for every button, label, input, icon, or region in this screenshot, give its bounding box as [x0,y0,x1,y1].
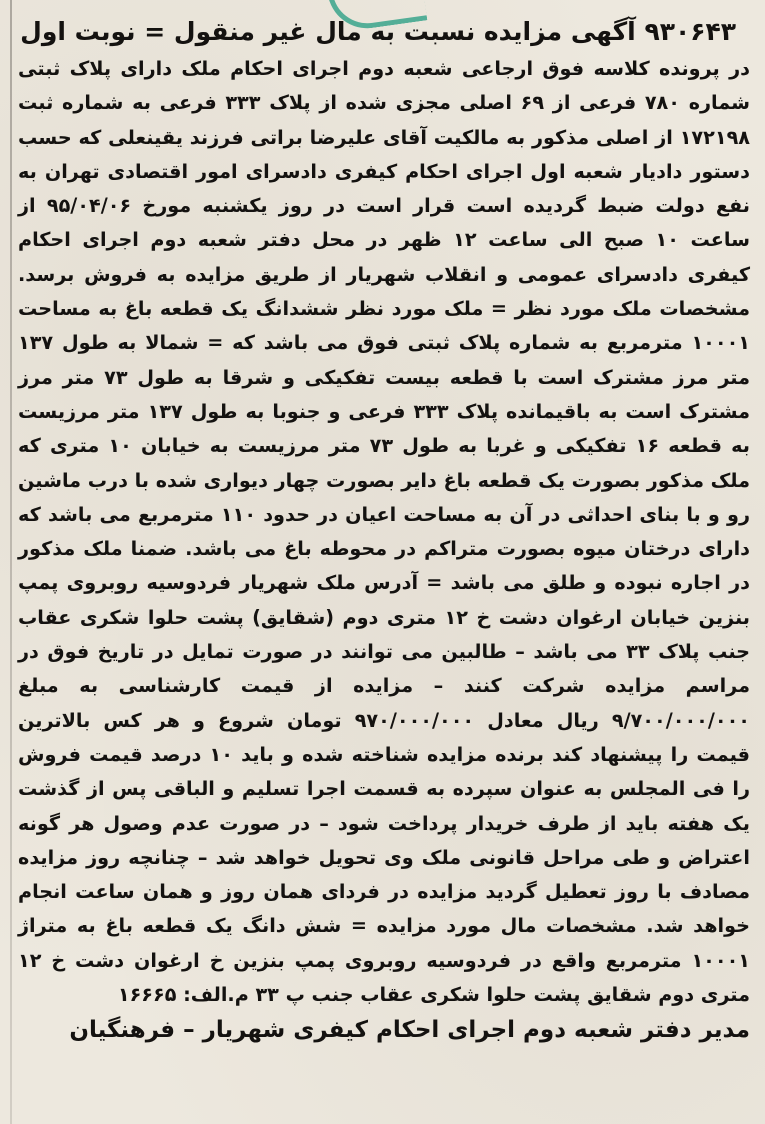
paper-fold-line [10,0,12,1124]
notice-body: در پرونده کلاسه فوق ارجاعی شعبه دوم اجرای احکام ملک دارای پلاک ثبتی شماره ۷۸۰ فرعی از ۶۹ اصلی مجزی شده از پلاک ۳۳۳ فرعی به شماره ثبت ۱۷۲۱۹۸ از اصلی مذکور به مالکیت آقای علیرضا براتی فرزند یقینعلی که حسب دستور دادیار شعبه اول اجرای احکام کیفری دادسرای امور اقتصادی تهران به نفع دولت ضبط گردیده است قرار است در روز یکشنبه مورخ ۹۵/۰۴/۰۶ از ساعت ۱۰ صبح الی ساعت ۱۲ ظهر در محل دفتر شعبه دوم اجرای احکام کیفری دادسرای عمومی و انقلاب شهریار از طریق مزایده به فروش برسد. مشخصات ملک مورد نظر = ملک مورد نظر ششدانگ یک قطعه باغ به مساحت ۱۰۰۰۱ مترمربع به شماره پلاک ثبتی فوق می باشد که = شمالا به طول ۱۳۷ متر مرز مشترک است با قطعه بیست تفکیکی و شرقا به طول ۷۳ متر مرز مشترک است به باقیمانده پلاک ۳۳۳ فرعی و جنوبا به طول ۱۳۷ متر مرزیست به قطعه ۱۶ تفکیکی و غربا به طول ۷۳ متر مرزیست به خیابان ۱۰ متری که ملک مذکور بصورت یک قطعه باغ دایر بصورت چهار دیواری شده با درب ماشین رو و با بنای احداثی در آن به مساحت اعیان در حدود ۱۱۰ مترمربع می باشد که دارای درختان میوه بصورت متراکم در محوطه باغ می باشد. ضمنا ملک مذکور در اجاره نبوده و طلق می باشد = آدرس ملک شهریار فردوسیه روبروی پمپ بنزین خیابان ارغوان دشت خ ۱۲ متری دوم (شقایق) پشت حلوا شکری عقاب جنب پلاک ۳۳ می باشد – طالبین می توانند در صورت تمایل در تاریخ فوق در مراسم مزایده شرکت کنند – مزایده از قیمت کارشناسی به مبلغ ۹/۷۰۰/۰۰۰/۰۰۰ ریال معادل ۹۷۰/۰۰۰/۰۰۰ تومان شروع و هر کس بالاترین قیمت را پیشنهاد کند برنده مزایده شناخته شده و باید ۱۰ درصد قیمت فروش را فی المجلس به عنوان سپرده به قسمت اجرا تسلیم و الباقی پس از گذشت یک هفته باید از طرف خریدار پرداخت شود – در صورت عدم وصول هر گونه اعتراض و طی مراحل قانونی ملک وی تحویل خواهد شد – چنانچه روز مزایده مصادف با روز تعطیل گردید مزایده در فردای همان روز و همان ساعت انجام خواهد شد. مشخصات مال مورد مزایده = شش دانگ یک قطعه باغ به متراژ ۱۰۰۰۱ مترمربع واقع در فردوسیه روبروی پمپ بنزین خ ارغوان دشت خ ۱۲ متری دوم شقایق پشت حلوا شکری عقاب جنب پ ۳۳ م.الف: ۱۶۶۶۵ [18,57,751,1007]
notice-signature: مدیر دفتر شعبه دوم اجرای احکام کیفری شهریار – فرهنگیان [69,1017,750,1044]
auction-notice [18,12,750,1048]
notice-headline: ۹۳۰۶۴۳ آگهی مزایده نسبت به مال غیر منقول = نوبت اول [20,17,736,46]
